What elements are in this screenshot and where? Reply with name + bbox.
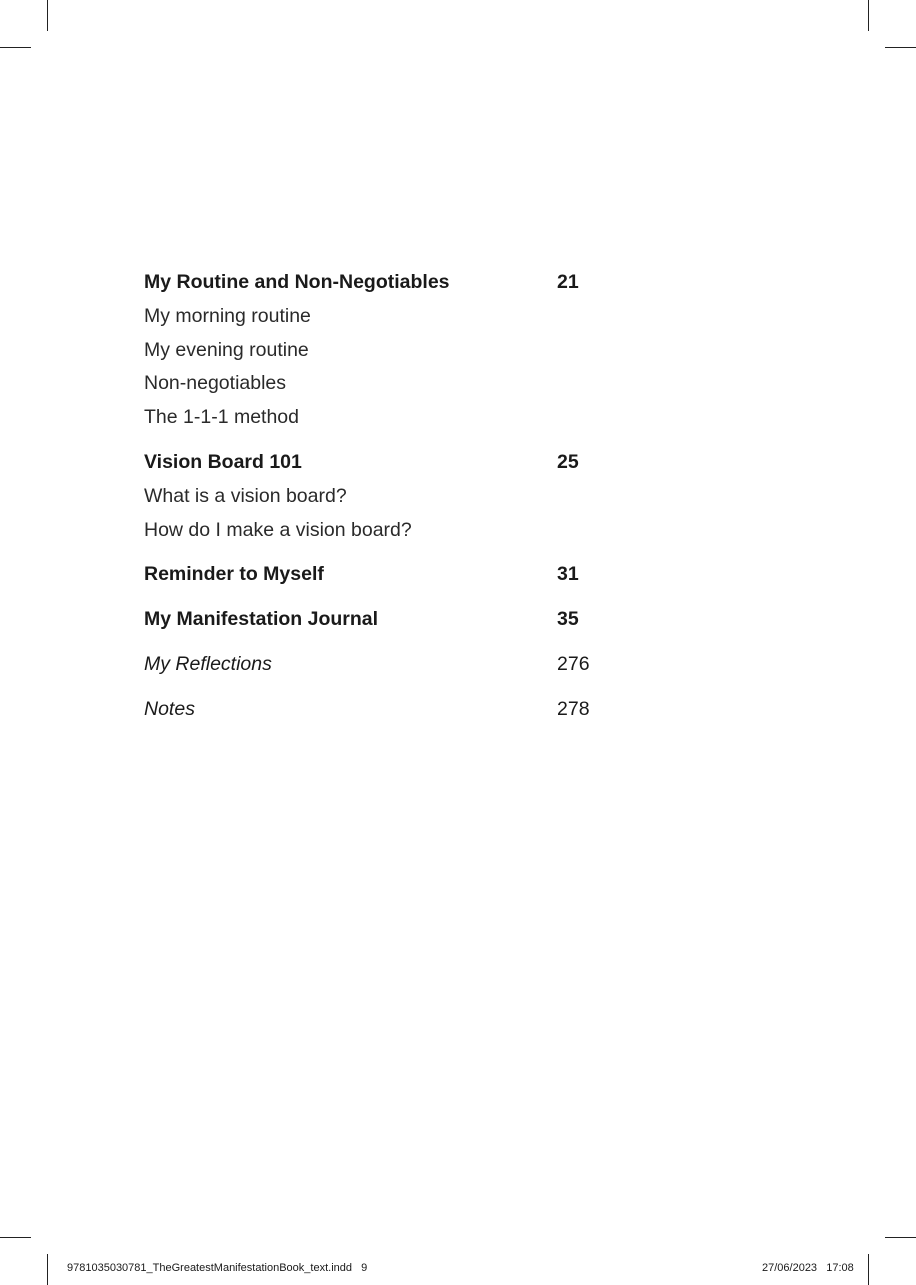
toc-entry-title: How do I make a vision board? — [144, 518, 412, 541]
toc-entry-title: My Reflections — [144, 652, 272, 675]
crop-mark-top-right — [868, 0, 869, 31]
toc-subentry — [144, 367, 614, 401]
toc-subentry — [144, 401, 614, 435]
crop-mark-top-right-h — [885, 47, 916, 48]
crop-mark-bottom-left — [47, 1254, 48, 1285]
toc-entry-title: My morning routine — [144, 304, 311, 327]
toc-entry-title: Reminder to Myself — [144, 563, 324, 586]
toc-subentry — [144, 300, 614, 334]
toc-entry-title: Notes — [144, 697, 195, 720]
toc-entry-page: 25 — [557, 450, 579, 473]
toc-subentry — [144, 334, 614, 368]
toc-entry-title: The 1-1-1 method — [144, 406, 300, 429]
toc-heading — [144, 446, 614, 480]
table-of-contents — [144, 266, 614, 727]
toc-subentry — [144, 480, 614, 514]
toc-entry-page: 21 — [557, 271, 579, 293]
slug-date-info: 27/06/2023 17:08 — [762, 1262, 854, 1274]
toc-heading — [144, 266, 614, 300]
toc-heading — [144, 603, 614, 637]
slug-file-info: 9781035030781_TheGreatestManifestationBook_text.indd 9 — [67, 1262, 368, 1274]
crop-mark-top-left — [47, 0, 48, 31]
toc-entry-page: 276 — [557, 652, 590, 675]
toc-backmatter-entry — [144, 648, 614, 682]
toc-entry-page: 278 — [557, 697, 590, 720]
crop-mark-bottom-left-h — [0, 1237, 31, 1238]
toc-backmatter-entry — [144, 693, 614, 727]
crop-mark-bottom-right — [868, 1254, 869, 1285]
toc-entry-title: My Manifestation Journal — [144, 608, 379, 631]
toc-entry-title: Non-negotiables — [144, 372, 287, 395]
toc-entry-title: What is a vision board? — [144, 484, 347, 507]
toc-entry-title: My Routine and Non-Negotiables — [144, 271, 450, 293]
toc-entry-title: Vision Board 101 — [144, 450, 302, 473]
toc-subentry — [144, 514, 614, 548]
toc-entry-page: 31 — [557, 563, 579, 586]
crop-mark-bottom-right-h — [885, 1237, 916, 1238]
toc-entry-page: 35 — [557, 608, 579, 631]
crop-mark-top-left-h — [0, 47, 31, 48]
toc-heading — [144, 558, 614, 592]
toc-entry-title: My evening routine — [144, 338, 309, 361]
